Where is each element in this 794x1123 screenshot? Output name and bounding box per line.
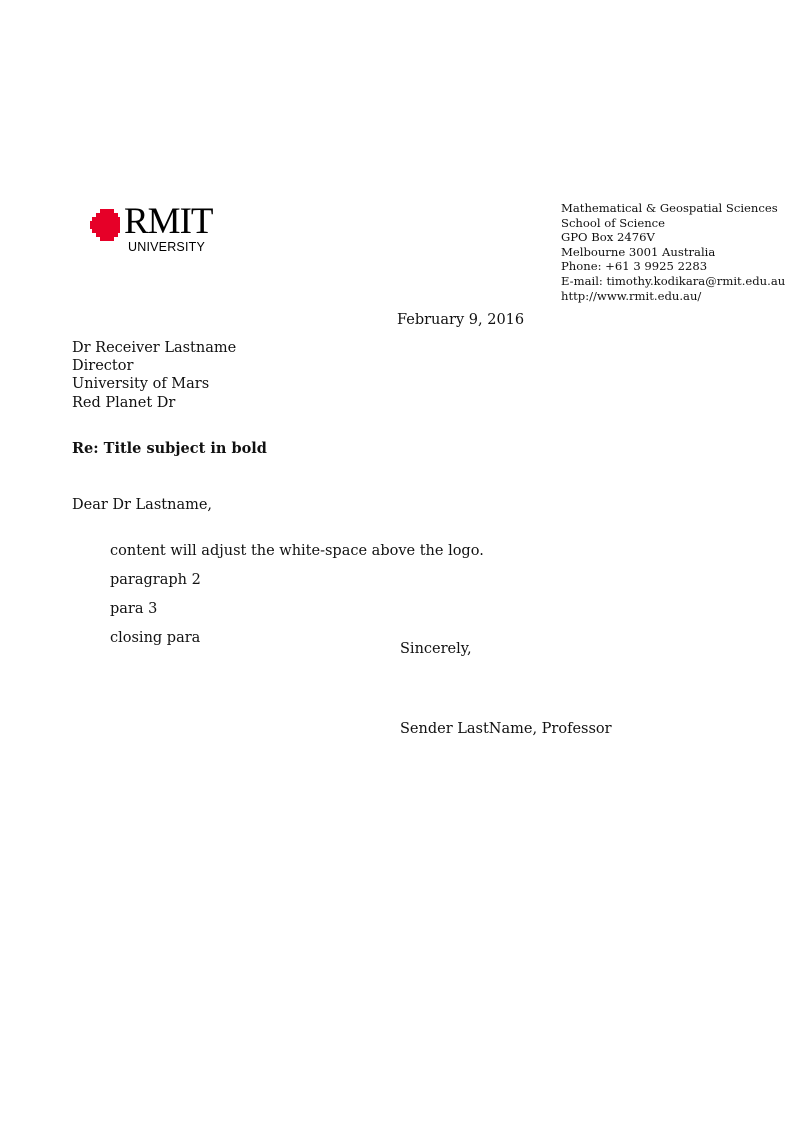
sender-phone: Phone: +61 3 9925 2283 bbox=[561, 259, 708, 274]
sender-address-line: Melbourne 3001 Australia bbox=[561, 244, 716, 259]
signature: Sender LastName, Professor bbox=[400, 721, 612, 737]
recipient-street: Red Planet Dr bbox=[72, 394, 176, 411]
body-paragraph: paragraph 2 bbox=[110, 572, 201, 588]
sender-address-line: School of Science bbox=[561, 215, 666, 230]
sender-address-line: GPO Box 2476V bbox=[561, 230, 655, 245]
recipient-address bbox=[72, 339, 236, 412]
recipient-organization: University of Mars bbox=[72, 376, 210, 393]
closing: Sincerely, bbox=[400, 641, 472, 657]
sender-website: http://www.rmit.edu.au/ bbox=[561, 288, 702, 303]
body-paragraph: para 3 bbox=[110, 601, 158, 617]
logo-subtitle: UNIVERSITY bbox=[128, 240, 206, 254]
sender-address bbox=[561, 201, 785, 303]
sender-email: E-mail: timothy.kodikara@rmit.edu.au bbox=[561, 273, 786, 288]
rmit-pixel-mark-icon bbox=[90, 209, 124, 241]
body-paragraph: closing para bbox=[110, 630, 201, 646]
recipient-title: Director bbox=[72, 358, 134, 375]
rmit-logo bbox=[90, 201, 220, 265]
logo-wordmark: RMIT bbox=[124, 201, 213, 242]
sender-address-line: Mathematical & Geospatial Sciences bbox=[561, 201, 778, 215]
letter-date: February 9, 2016 bbox=[397, 312, 525, 328]
body-paragraph: content will adjust the white-space above the logo. bbox=[110, 543, 484, 559]
salutation: Dear Dr Lastname, bbox=[72, 497, 213, 513]
recipient-name: Dr Receiver Lastname bbox=[72, 340, 237, 356]
letter-subject: Re: Title subject in bold bbox=[72, 440, 267, 457]
